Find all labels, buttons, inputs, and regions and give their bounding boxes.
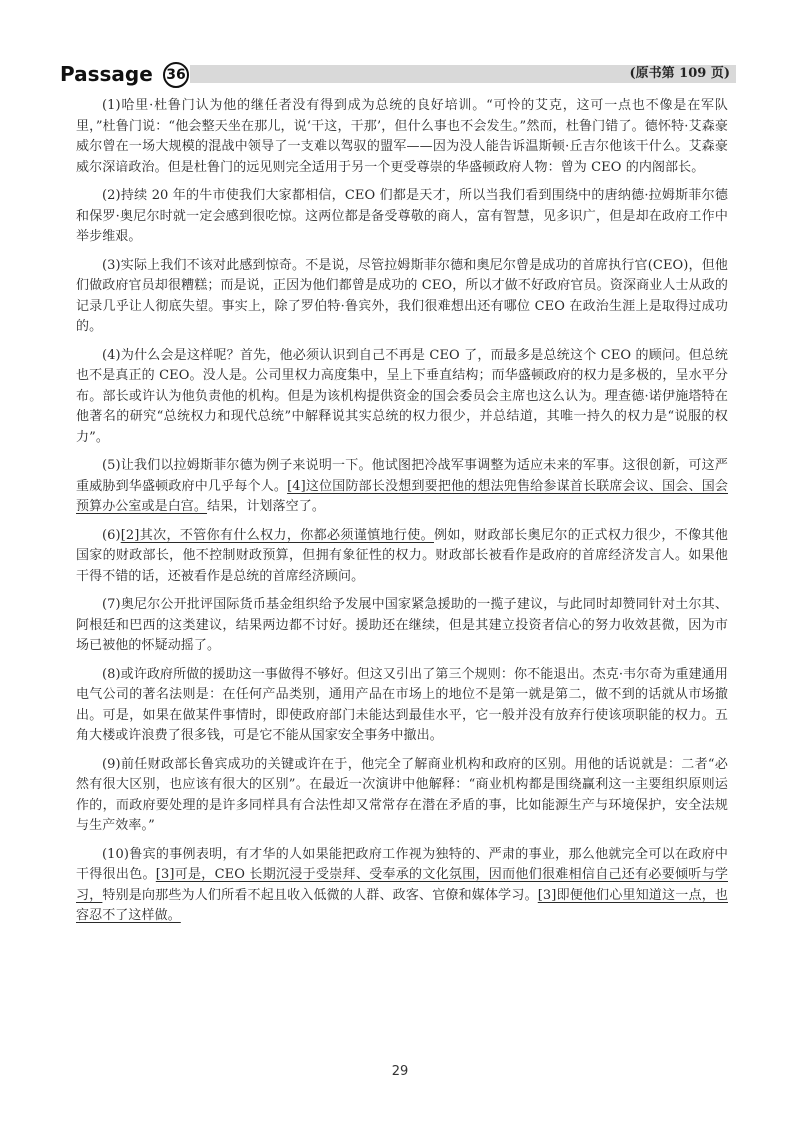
underlined-sentence-3a: [3]可是，CEO 长期沉浸于受崇拜、受奉承的文化氛围，因而他们很难相信自己还有必要倾听与学习， — [76, 867, 728, 903]
passage-header — [60, 62, 736, 86]
paragraph-3: (3)实际上我们不该对此感到惊奇。不是说，尽管拉姆斯菲尔德和奥尼尔曾是成功的首席执行官(CEO)，但他们做政府官员却很糟糕；而是说，正因为他们都曾是成功的 CEO，所以才做不好政府官员。资深商业人士从政的记录几乎让人彻底失望。事实上，除了罗伯特·鲁宾外，我们很难想出还有哪位 CEO 在政治生涯上是取得过成功的。 — [76, 257, 728, 334]
paragraph-1: (1)哈里·杜鲁门认为他的继任者没有得到成为总统的良好培训。“可怜的艾克，这可一点也不像是在军队里，”杜鲁门说：“他会整天坐在那儿，说‘干这，干那’，但什么事也不会发生。”然而，杜鲁门错了。德怀特·艾森豪威尔曾在一场大规模的混战中领导了一支难以驾驭的盟军——因为没人能告诉温斯顿·丘吉尔他该干什么。艾森豪威尔深谙政治。但是杜鲁门的远见则完全适用于另一个更受尊崇的华盛顿政府人物：曾为 CEO 的内阁部长。 — [76, 98, 728, 175]
underlined-sentence-3b: [3]即便他们心里知道这一点，也容忍不了这样做。 — [76, 887, 728, 923]
paragraph-6 — [76, 526, 728, 588]
paragraph-6-text: 例如，财政部长奥尼尔的正式权力很少，不像其他国家的财政部长，他不控制财政预算，但拥有象征性的权力。财政部长被看作是政府的首席经济发言人。如果他干得不错的话，还被看作是总统的首席经济顾问。 — [76, 527, 729, 584]
paragraph-5-text: (5)让我们以拉姆斯菲尔德为例子来说明一下。他试图把冷战军事调整为适应未来的军事。这很创新，可这严重威胁到华盛顿政府中几乎每个人。 — [76, 458, 728, 494]
passage-label: Passage — [60, 62, 153, 86]
paragraph-5-text-end: 结果，计划落空了。 — [207, 499, 325, 514]
underlined-sentence-4: [4]这位国防部长没想到要把他的想法兜售给参谋首长联席会议、国会、国会预算办公室或是白宫。 — [76, 478, 728, 514]
original-page-reference: (原书第 109 页) — [629, 66, 730, 81]
passage-number-badge: 36 — [163, 62, 189, 88]
paragraph-4: (4)为什么会是这样呢？首先，他必须认识到自己不再是 CEO 了，而最多是总统这个 CEO 的顾问。但总统也不是真正的 CEO。没人是。公司里权力高度集中，呈上下垂直结构；而华盛顿政府的权力是多极的，呈水平分布。部长或许认为他负责他的机构。但是为该机构提供资金的国会委员会主席也这么认为。理查德·诺伊施塔特在他著名的研究“总统权力和现代总统”中解释说其实总统的权力很少，并总结道，其唯一持久的权力是“说服的权力”。 — [76, 347, 728, 445]
paragraph-7: (7)奥尼尔公开批评国际货币基金组织给予发展中国家紧急援助的一揽子建议，与此同时却赞同针对土尔其、阿根廷和巴西的这类建议，结果两边都不讨好。援助还在继续，但是其建立投资者信心的努力收效甚微，因为市场已被他的怀疑动摇了。 — [76, 597, 728, 653]
page-number: 29 — [391, 1064, 409, 1079]
paragraph-10-text: (10)鲁宾的事例表明，有才华的人如果能把政府工作视为独特的、严肃的事业，那么他就完全可以在政府中干得很出色。 — [76, 846, 728, 882]
paragraph-2: (2)持续 20 年的牛市使我们大家都相信，CEO 们都是天才，所以当我们看到围绕中的唐纳德·拉姆斯菲尔德和保罗·奥尼尔时就一定会感到很吃惊。这两位都是备受尊敬的商人，富有智慧，见多识广，但是却在政府工作中举步维艰。 — [76, 188, 728, 244]
passage-body — [76, 96, 728, 935]
scan-smudge — [276, 10, 466, 22]
underlined-sentence-2: [2]其次，不管你有什么权力，你都必须谨慎地行使。 — [120, 527, 434, 543]
paragraph-9: (9)前任财政部长鲁宾成功的关键或许在于，他完全了解商业机构和政府的区别。用他的话说就是：二者“必然有很大区别，也应该有很大的区别”。在最近一次演讲中他解释：“商业机构都是围绕赢利这一主要组织原则运作的，而政府要处理的是许多同样具有合法性却又常常存在潜在矛盾的事，比如能源生产与环境保护，安全法规与生产效率。” — [76, 756, 728, 833]
paragraph-10-text-mid: 特别是向那些为人们所看不起且收入低微的人群、政客、官僚和媒体学习。 — [102, 887, 538, 903]
paragraph-5 — [76, 456, 728, 518]
paragraph-6-number: (6) — [102, 527, 121, 543]
paragraph-10 — [76, 845, 728, 927]
paragraph-8: (8)或许政府所做的援助这一事做得不够好。但这又引出了第三个规则：你不能退出。杰克·韦尔奇为重建通用电气公司的著名法则是：在任何产品类别，通用产品在市场上的地位不是第一就是第二，做不到的话就从市场撤出。可是，如果在做某件事情时，即使政府部门未能达到最佳水平，它一般并没有放弃行使该项职能的权力。五角大楼或许浪费了很多钱，可是它不能从国家安全事务中撤出。 — [76, 666, 728, 743]
